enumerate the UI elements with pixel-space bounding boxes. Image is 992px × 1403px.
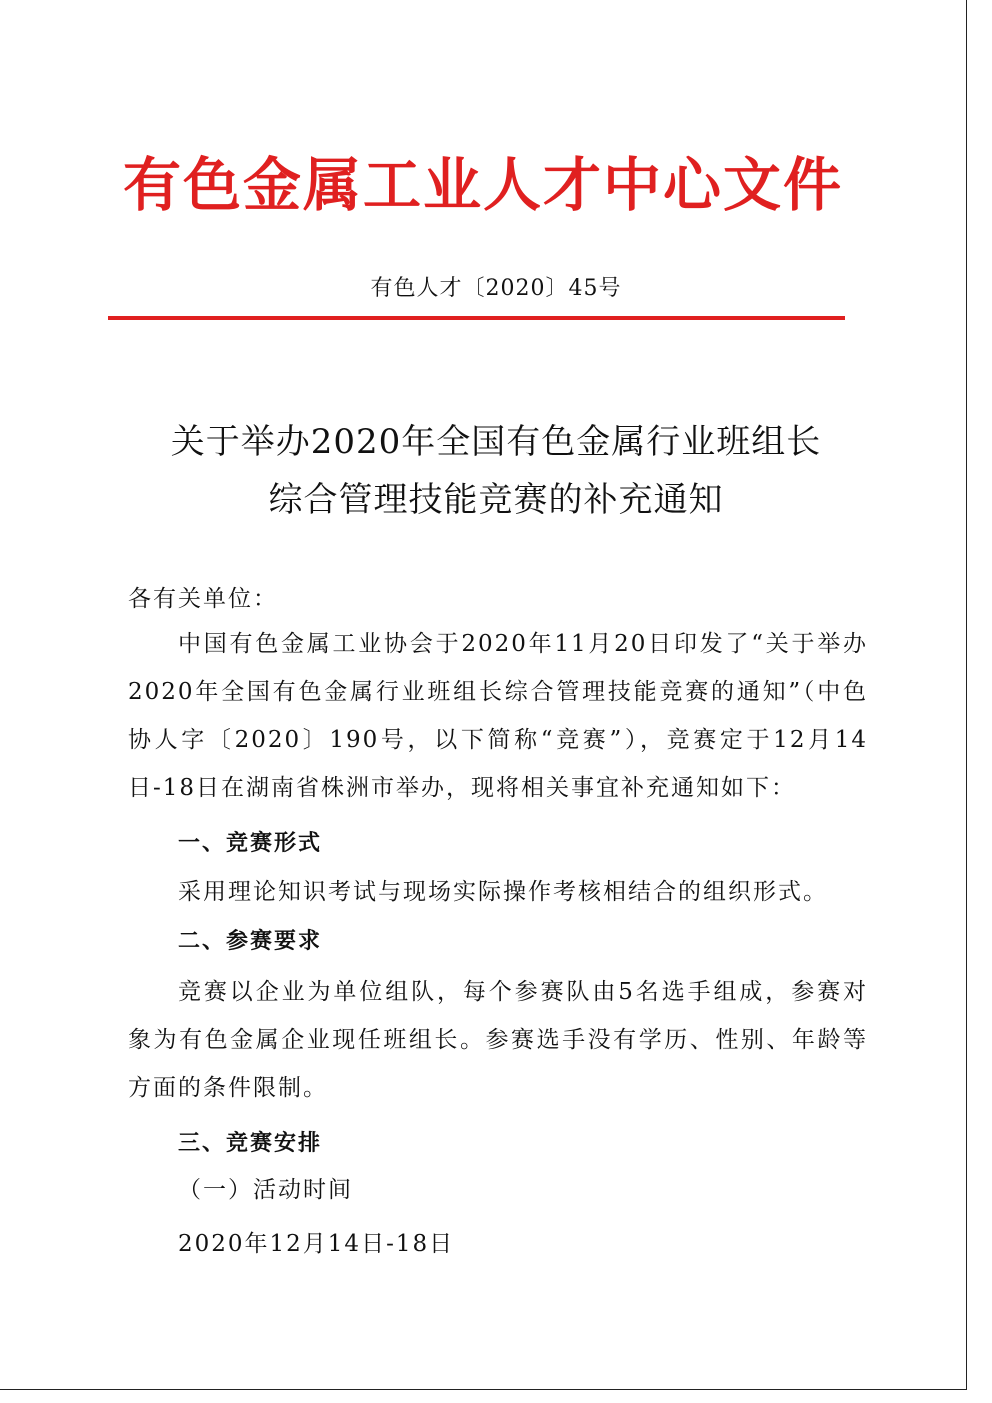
section-2-heading: 二、参赛要求 (178, 929, 323, 954)
document-title-line-2: 综合管理技能竞赛的补充通知 (268, 480, 724, 520)
document-number: 有色人才〔2020〕45号 (370, 276, 622, 301)
intro-paragraph: 中国有色金属工业协会于2020年11月20日印发了“关于举办2020年全国有色金属行业班组长综合管理技能竞赛的通知”（中色协人字〔2020〕190号，以下简称“竞赛”），竞赛定于12月14日-18日在湖南省株洲市举办，现将相关事宜补充通知如下： (128, 631, 868, 801)
page-border-bottom (0, 1389, 967, 1390)
section-1-text: 采用理论知识考试与现场实际操作考核相结合的组织形式。 (178, 879, 828, 905)
section-3-heading: 三、竞赛安排 (178, 1131, 323, 1156)
section-3-date: 2020年12月14日-18日 (178, 1231, 455, 1257)
section-2-text: 竞赛以企业为单位组队，每个参赛队由5名选手组成，参赛对象为有色金属企业现任班组长。参赛选手没有学历、性别、年龄等方面的条件限制。 (128, 979, 868, 1101)
section-3-subheading: （一）活动时间 (178, 1177, 353, 1203)
salutation: 各有关单位： (128, 586, 278, 612)
red-divider-line (108, 316, 845, 320)
page-border-right (966, 0, 967, 1390)
section-1-heading: 一、竞赛形式 (178, 831, 323, 856)
document-title-line-1: 关于举办2020年全国有色金属行业班组长 (170, 422, 822, 462)
document-title (0, 413, 992, 529)
org-header-title: 有色金属工业人才中心文件 (122, 151, 843, 219)
